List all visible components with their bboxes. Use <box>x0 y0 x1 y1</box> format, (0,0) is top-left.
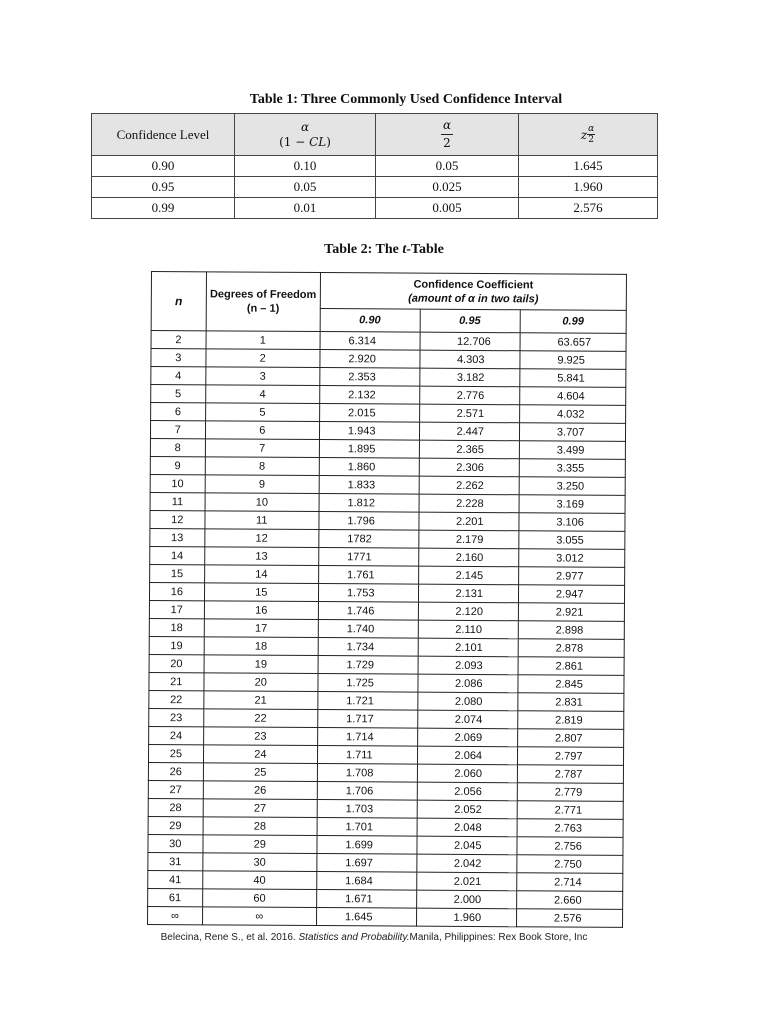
z-symbol: z <box>580 128 588 142</box>
table-cell: 1771 <box>319 548 419 567</box>
table-cell: 15 <box>204 583 318 602</box>
table-cell: 0.10 <box>235 156 376 177</box>
table-cell: 21 <box>149 672 204 690</box>
header-alpha-half <box>376 114 519 156</box>
table-cell: 1782 <box>319 530 419 549</box>
table-cell: 1.725 <box>318 674 418 693</box>
table-cell: 29 <box>203 835 317 854</box>
t-table-header-row <box>151 272 626 311</box>
header-col-099: 0.99 <box>520 310 626 334</box>
table-cell: 11 <box>150 492 205 510</box>
df-line1: Degrees of Freedom <box>209 288 317 302</box>
table-cell: 2.086 <box>417 674 517 693</box>
table-cell: 1.761 <box>319 566 419 585</box>
table-cell: 61 <box>148 888 203 906</box>
table-cell: 0.95 <box>92 177 235 198</box>
table-cell: 2 <box>151 331 206 349</box>
table2-title <box>0 242 768 258</box>
header-col-090: 0.90 <box>320 309 420 333</box>
table-cell: 0.90 <box>92 156 235 177</box>
table-cell: 2.179 <box>418 530 518 549</box>
table-cell: 1.701 <box>317 818 417 837</box>
table-cell: 5 <box>205 403 319 422</box>
table-cell: 12.706 <box>420 332 520 351</box>
table-cell: 1.721 <box>318 692 418 711</box>
table-cell: 2.042 <box>416 854 516 873</box>
table-cell: 2 <box>206 349 320 368</box>
header-col-095: 0.95 <box>420 309 521 333</box>
table-cell: 1.796 <box>319 512 419 531</box>
t-table-body <box>148 331 627 928</box>
table-cell: 2.750 <box>517 855 623 874</box>
table-cell: 8 <box>150 438 205 456</box>
table-cell: 2.132 <box>320 386 420 405</box>
table-cell: 1.714 <box>318 728 418 747</box>
table-cell: 1.833 <box>319 476 419 495</box>
table-cell: 3.499 <box>519 441 625 460</box>
table-cell: 2.576 <box>516 909 622 928</box>
table-cell: 4.604 <box>520 387 626 406</box>
table-cell: 41 <box>148 870 203 888</box>
table-cell: 10 <box>205 493 319 512</box>
table-cell: 1.895 <box>319 440 419 459</box>
table1-header-row <box>92 114 658 156</box>
table-cell: 2.571 <box>419 404 519 423</box>
table-cell: 11 <box>205 511 319 530</box>
table-cell: 2.021 <box>416 872 516 891</box>
table-cell: 8 <box>205 457 319 476</box>
close-paren: ) <box>326 134 331 149</box>
header-confidence-coefficient <box>320 273 626 311</box>
table-cell: 2.080 <box>417 692 517 711</box>
table-cell: 2.660 <box>517 891 623 910</box>
table-cell: 1.960 <box>416 908 516 927</box>
table-cell: 2.920 <box>320 350 420 369</box>
table-cell: 2.861 <box>518 657 624 676</box>
table-cell: 1.729 <box>318 656 418 675</box>
table-cell: 26 <box>203 781 317 800</box>
header-degrees-of-freedom <box>206 272 321 332</box>
table-cell: 4 <box>205 385 319 404</box>
table-cell: 12 <box>204 529 318 548</box>
table-cell: 3.106 <box>519 513 625 532</box>
table-cell: 19 <box>204 655 318 674</box>
table-cell: 31 <box>148 852 203 870</box>
z-sub-numerator: α <box>588 124 595 134</box>
table-cell: 2.779 <box>517 783 623 802</box>
table-cell: 2.845 <box>518 675 624 694</box>
table-cell: 24 <box>203 745 317 764</box>
table-cell: 1.740 <box>318 620 418 639</box>
table-cell: 0.99 <box>92 198 235 219</box>
table-cell: 1.645 <box>519 156 658 177</box>
table-cell: 2.807 <box>517 729 623 748</box>
table-cell: 5.841 <box>520 369 626 388</box>
header-confidence-level: Confidence Level <box>92 114 235 156</box>
table-cell: 1.697 <box>317 854 417 873</box>
table-cell: 1.684 <box>317 872 417 891</box>
table-cell: 23 <box>149 708 204 726</box>
table-cell: 7 <box>150 421 205 439</box>
table-row <box>148 906 623 927</box>
table-cell: 2.228 <box>419 494 519 513</box>
table-cell: 2.771 <box>517 801 623 820</box>
table-cell: 2.797 <box>517 747 623 766</box>
table-cell: 2.898 <box>518 621 624 640</box>
citation-title: Statistics and Probability. <box>298 932 410 943</box>
table-cell: 22 <box>149 690 204 708</box>
table-cell: 12 <box>150 510 205 528</box>
table-cell: 3 <box>151 349 206 367</box>
table-cell: 4 <box>151 367 206 385</box>
table-cell: 13 <box>204 547 318 566</box>
table-cell: 2.056 <box>417 782 517 801</box>
table-cell: 40 <box>202 871 316 890</box>
table-cell: 5 <box>151 385 206 403</box>
table-cell: 2.306 <box>419 458 519 477</box>
coef-line1: Confidence Coefficient <box>413 278 534 291</box>
table-cell: 2.776 <box>419 386 519 405</box>
table-cell: 1.711 <box>317 746 417 765</box>
table-cell: 18 <box>149 618 204 636</box>
table-cell: 2.921 <box>518 603 624 622</box>
table-cell: 2.576 <box>519 198 658 219</box>
alpha-half-numerator: α <box>442 118 452 132</box>
table-cell: 2.045 <box>416 836 516 855</box>
table-cell: 3.182 <box>419 368 519 387</box>
citation <box>0 932 748 943</box>
table-cell: 2.878 <box>518 639 624 658</box>
table-cell: 15 <box>150 564 205 582</box>
table-cell: 4.303 <box>419 350 519 369</box>
table-cell: 2.131 <box>418 584 518 603</box>
table-cell: 6 <box>205 421 319 440</box>
table-cell: 2.262 <box>419 476 519 495</box>
table-cell: 2.947 <box>518 585 624 604</box>
table-cell: 23 <box>203 727 317 746</box>
table-cell: 2.074 <box>417 710 517 729</box>
table-cell: 3.169 <box>519 495 625 514</box>
table-cell: 1.753 <box>318 584 418 603</box>
table-cell: 27 <box>203 799 317 818</box>
table-cell: 6 <box>151 403 206 421</box>
table-cell: 2.052 <box>417 800 517 819</box>
table-cell: 13 <box>150 528 205 546</box>
table-cell: 30 <box>203 853 317 872</box>
table-cell: 2.110 <box>418 620 518 639</box>
coef-line2: (amount of α in two tails) <box>408 292 539 305</box>
table-cell: 1.717 <box>318 710 418 729</box>
table-cell: 17 <box>204 619 318 638</box>
table-cell: 1.860 <box>319 458 419 477</box>
table-cell: 1.943 <box>319 422 419 441</box>
table-cell: 2.145 <box>418 566 518 585</box>
table-cell: 0.005 <box>376 198 519 219</box>
one-minus-text: (1 − <box>279 134 310 149</box>
table-cell: 2.060 <box>417 764 517 783</box>
table-cell: 10 <box>150 474 205 492</box>
table-cell: 1.708 <box>317 764 417 783</box>
table-cell: 25 <box>148 744 203 762</box>
table2-title-t: t <box>402 242 407 257</box>
table-cell: 1.699 <box>317 836 417 855</box>
df-line2: (n – 1) <box>246 302 280 315</box>
table-cell: 21 <box>203 691 317 710</box>
table-cell: 3.055 <box>519 531 625 550</box>
alpha-half-denominator: 2 <box>443 136 451 150</box>
table-cell: 9 <box>205 475 319 494</box>
table-cell: 3.250 <box>519 477 625 496</box>
table-cell: 2.447 <box>419 422 519 441</box>
table-cell: 30 <box>148 834 203 852</box>
table-cell: 7 <box>205 439 319 458</box>
table2-title-prefix: Table 2: The <box>324 242 403 257</box>
table-cell: 1.645 <box>316 908 416 927</box>
table-cell: 2.831 <box>518 693 624 712</box>
table-cell: 26 <box>148 762 203 780</box>
t-table <box>147 271 627 928</box>
table-cell: 1.703 <box>317 800 417 819</box>
table2-title-suffix: -Table <box>406 242 444 257</box>
table-cell: 2.201 <box>418 512 518 531</box>
citation-suffix: Manila, Philippines: Rex Book Store, Inc <box>409 932 588 943</box>
table-cell: 2.714 <box>517 873 623 892</box>
table-cell: 1.746 <box>318 602 418 621</box>
header-z-alpha-half <box>519 114 658 156</box>
table-cell: 0.05 <box>235 177 376 198</box>
table-cell: 1.706 <box>317 782 417 801</box>
table-cell: 9.925 <box>520 351 626 370</box>
table-cell: 3.707 <box>519 423 625 442</box>
table-cell: 24 <box>149 726 204 744</box>
table-cell: 1.812 <box>319 494 419 513</box>
table-cell: 27 <box>148 780 203 798</box>
table-cell: 2.093 <box>418 656 518 675</box>
table-cell: 29 <box>148 816 203 834</box>
table-cell: 2.756 <box>517 837 623 856</box>
table-cell: 3.355 <box>519 459 625 478</box>
alpha-symbol: α <box>300 119 310 134</box>
table-cell: 28 <box>148 798 203 816</box>
table-cell: 16 <box>204 601 318 620</box>
table-cell: 22 <box>203 709 317 728</box>
table-cell: ∞ <box>148 906 203 924</box>
table-cell: 16 <box>149 582 204 600</box>
table-cell: 1.671 <box>317 890 417 909</box>
table-cell: 2.069 <box>417 728 517 747</box>
table-cell: 1.960 <box>519 177 658 198</box>
table-row <box>92 156 658 177</box>
confidence-interval-table <box>91 113 658 219</box>
table-cell: 0.025 <box>376 177 519 198</box>
table-cell: 28 <box>203 817 317 836</box>
table-cell: 18 <box>204 637 318 656</box>
table-cell: ∞ <box>202 907 316 926</box>
table-cell: 2.160 <box>418 548 518 567</box>
table-cell: 19 <box>149 636 204 654</box>
table-cell: 2.819 <box>518 711 624 730</box>
table-cell: 6.314 <box>320 332 420 351</box>
table-cell: 20 <box>149 654 204 672</box>
table-row <box>92 198 658 219</box>
table-cell: 1 <box>206 331 320 350</box>
header-n: n <box>151 272 206 331</box>
table-cell: 4.032 <box>519 405 625 424</box>
table-cell: 0.05 <box>376 156 519 177</box>
table-cell: 2.048 <box>417 818 517 837</box>
table-cell: 2.977 <box>518 567 624 586</box>
table-cell: 2.064 <box>417 746 517 765</box>
table-cell: 1.734 <box>318 638 418 657</box>
citation-prefix: Belecina, Rene S., et al. 2016. <box>160 932 299 943</box>
table-cell: 14 <box>204 565 318 584</box>
table-cell: 2.120 <box>418 602 518 621</box>
header-alpha <box>235 114 376 156</box>
table-cell: 2.015 <box>320 404 420 423</box>
table-cell: 2.787 <box>517 765 623 784</box>
table-cell: 3.012 <box>519 549 625 568</box>
table-cell: 20 <box>204 673 318 692</box>
table-cell: 2.763 <box>517 819 623 838</box>
table-cell: 17 <box>149 600 204 618</box>
table-cell: 14 <box>150 546 205 564</box>
cl-text: CL <box>309 134 327 149</box>
table-cell: 2.365 <box>419 440 519 459</box>
table-row <box>92 177 658 198</box>
table-cell: 25 <box>203 763 317 782</box>
table-cell: 2.101 <box>418 638 518 657</box>
table1-title: Table 1: Three Commonly Used Confidence Interval <box>249 92 563 107</box>
table-cell: 3 <box>205 367 319 386</box>
z-sub-denominator: 2 <box>588 135 595 145</box>
table-cell: 0.01 <box>235 198 376 219</box>
table-cell: 60 <box>202 889 316 908</box>
table-cell: 2.353 <box>320 368 420 387</box>
table-cell: 63.657 <box>520 333 626 352</box>
table-cell: 2.000 <box>416 890 516 909</box>
table-cell: 9 <box>150 456 205 474</box>
